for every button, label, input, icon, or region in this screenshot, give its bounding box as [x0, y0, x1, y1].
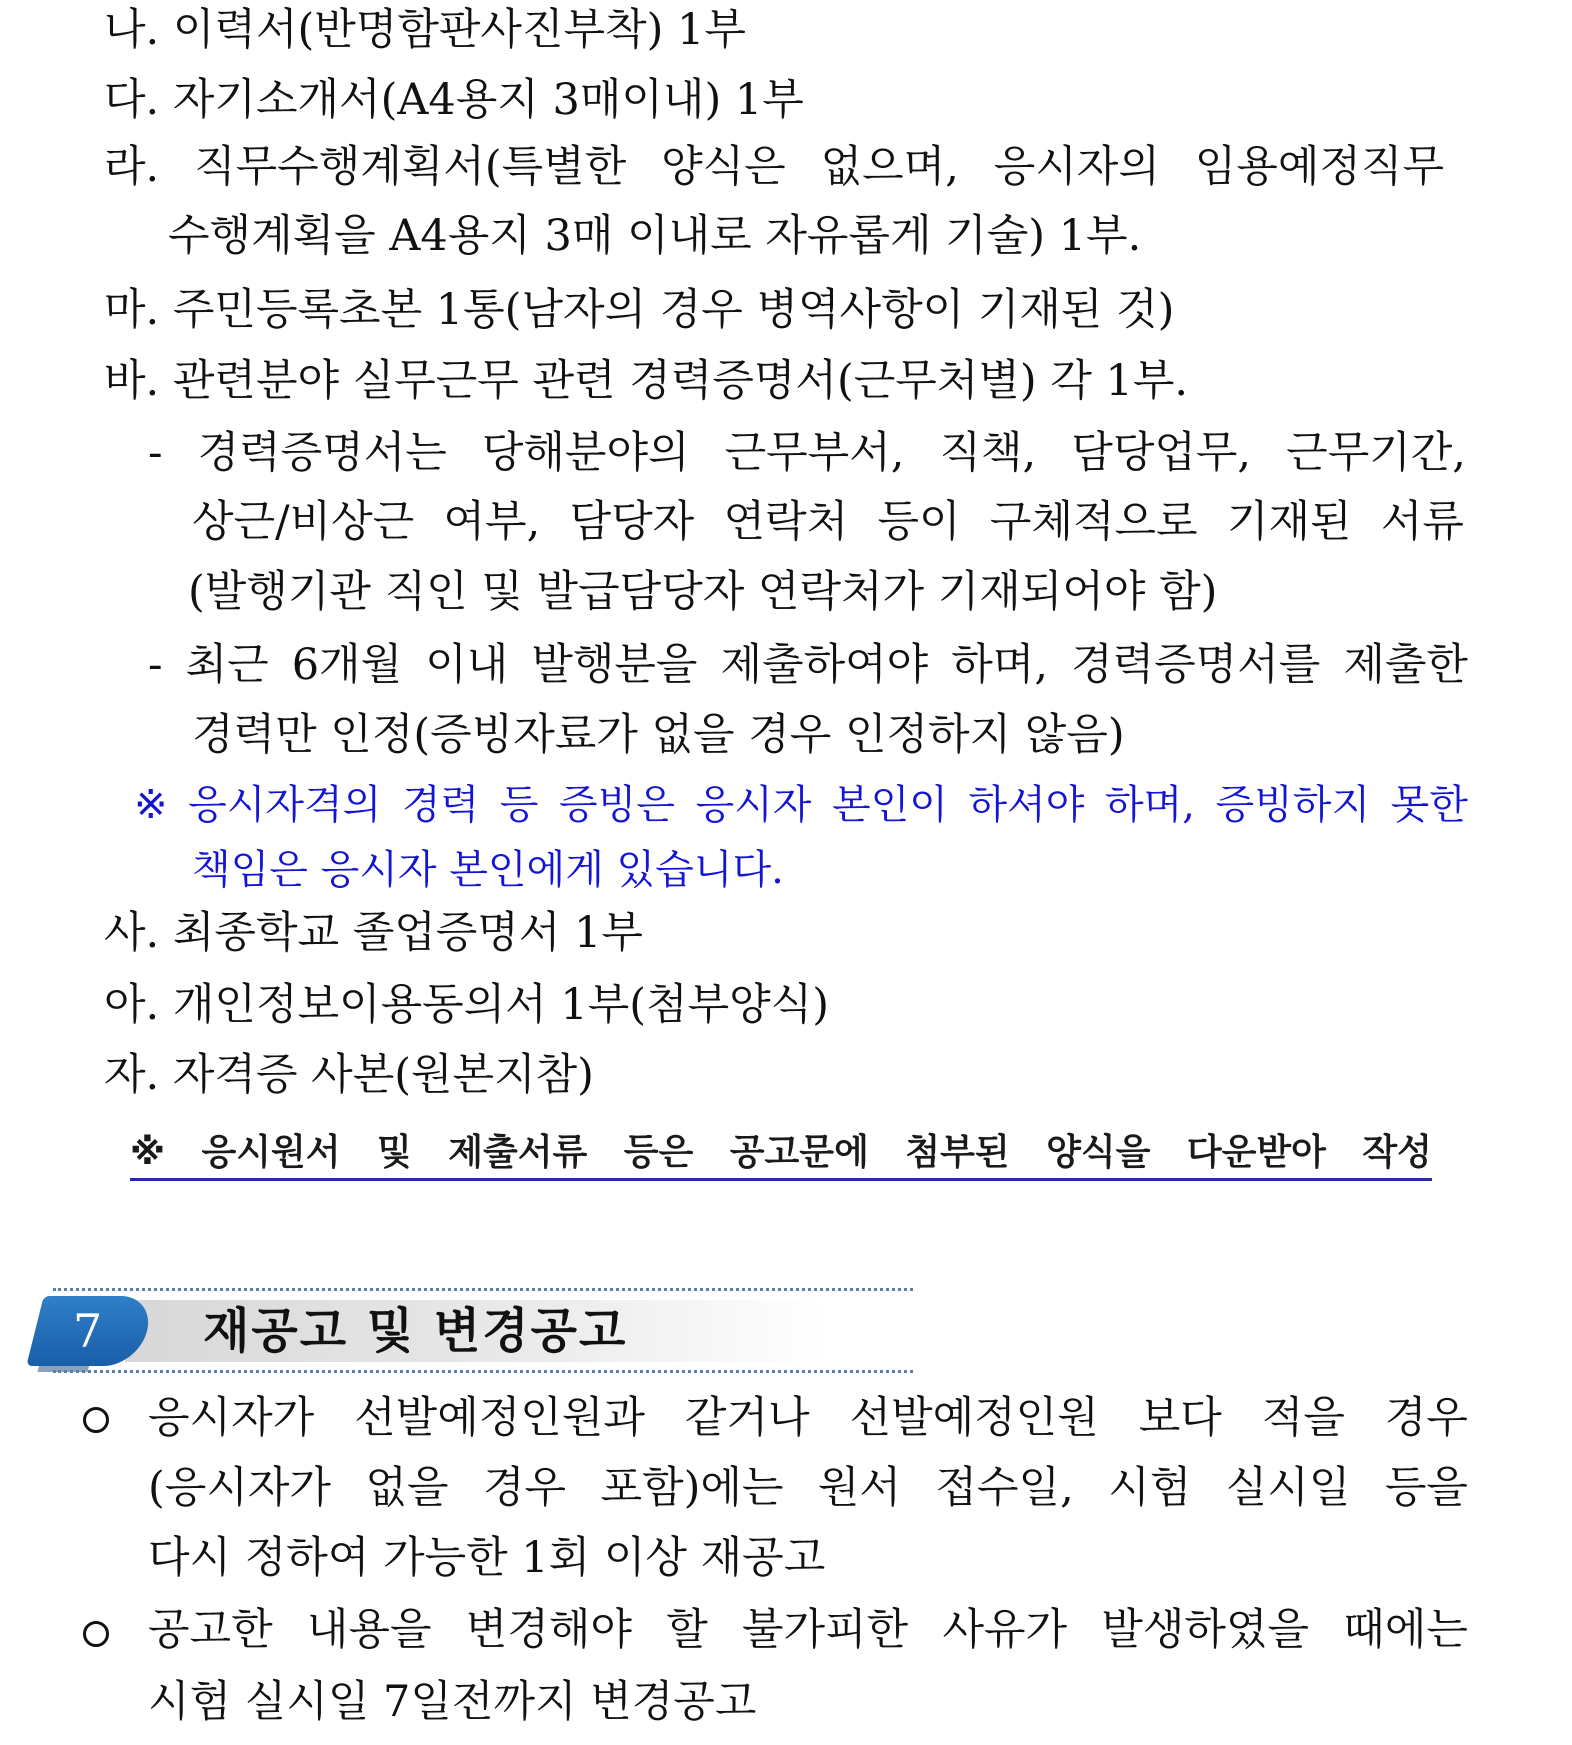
item-ma: 마. 주민등록초본 1통(남자의 경우 병역사항이 기재된 것) — [104, 285, 1175, 335]
word: 적을 — [1261, 1393, 1345, 1443]
item-ja: 자. 자격증 사본(원본지참) — [104, 1050, 594, 1100]
evidence-note-line1 — [134, 775, 1468, 835]
section-number: 7 — [73, 1304, 103, 1358]
item-ba-sub1-line1 — [148, 423, 1466, 483]
word: 공고한 — [148, 1605, 273, 1655]
word: 담당업무, — [1071, 428, 1252, 478]
word: 선발예정인원과 — [354, 1393, 645, 1443]
item-ba-sub1-line2 — [192, 492, 1464, 552]
section-title: 재공고 및 변경공고 — [203, 1303, 628, 1359]
item-ba: 바. 관련분야 실무근무 관련 경력증명서(근무처별) 각 1부. — [104, 356, 1189, 406]
word: 직책, — [939, 428, 1037, 478]
reannounce-line1 — [148, 1388, 1468, 1448]
word: 접수일, — [935, 1463, 1074, 1513]
word: 응시자의 — [993, 142, 1160, 192]
word: 다운받아 — [1186, 1132, 1326, 1173]
word: 없으며, — [820, 142, 959, 192]
word: 본인이 — [831, 782, 948, 828]
word: 시험 — [1108, 1463, 1192, 1513]
word: 당해분야의 — [481, 428, 690, 478]
word: 사유가 — [942, 1605, 1068, 1655]
word: 하셔야 — [968, 782, 1085, 828]
word: 양식을 — [1046, 1132, 1151, 1173]
word: 변경해야 — [465, 1605, 632, 1655]
word: ※ — [130, 1132, 165, 1173]
word: 할 — [666, 1605, 708, 1655]
word: 라. — [104, 142, 160, 192]
word: 임용예정직무 — [1194, 142, 1444, 192]
word: 경력증명서를 — [1071, 640, 1321, 690]
word: 근무부서, — [724, 428, 905, 478]
item-ra-line2: 수행계획을 A4용지 3매 이내로 자유롭게 기술) 1부. — [168, 211, 1142, 261]
word: 공고문에 — [729, 1132, 869, 1173]
word: 응시자가 — [148, 1393, 315, 1443]
word: 제출한 — [1343, 640, 1468, 690]
word: 첨부된 — [905, 1132, 1010, 1173]
word: 실시일 — [1225, 1463, 1351, 1513]
word: 포함)에는 — [600, 1463, 784, 1513]
word: 서류 — [1380, 497, 1464, 547]
word: (응시자가 — [148, 1463, 331, 1513]
word: 구체적으로 — [989, 497, 1198, 547]
word: 연락처 — [723, 497, 849, 547]
word: 경우 — [482, 1463, 567, 1513]
change-announce-line2: 시험 실시일 7일전까지 변경공고 — [148, 1677, 757, 1727]
heading-divider-top — [53, 1288, 913, 1291]
word: 못한 — [1390, 782, 1468, 828]
word: 등을 — [1384, 1463, 1468, 1513]
word: 때에는 — [1343, 1605, 1468, 1655]
word: 등 — [499, 782, 539, 828]
word: 작성 — [1362, 1132, 1432, 1173]
word: 양식은 — [661, 142, 786, 192]
word: ※ — [134, 782, 168, 828]
section-heading — [35, 1288, 915, 1378]
word: 경우 — [1384, 1393, 1468, 1443]
word: 발생하였을 — [1101, 1605, 1310, 1655]
heading-divider-bottom — [53, 1370, 913, 1373]
word: 불가피한 — [742, 1605, 909, 1655]
word: 제출서류 — [448, 1132, 588, 1173]
item-ra-line1 — [104, 137, 1444, 197]
word: 이내 — [425, 640, 509, 690]
evidence-note-line2: 책임은 응시자 본인에게 있습니다. — [192, 847, 784, 893]
word: 6개월 — [291, 640, 403, 690]
word: 보다 — [1138, 1393, 1222, 1443]
word: 없을 — [365, 1463, 449, 1513]
word: 선발예정인원 — [849, 1393, 1099, 1443]
word: 최근 — [185, 640, 269, 690]
word: 하며, — [1104, 782, 1195, 828]
word: 여부, — [443, 497, 541, 547]
item-ba-sub1-line3: (발행기관 직인 및 발급담당자 연락처가 기재되어야 함) — [188, 567, 1218, 617]
word: 기재된 — [1226, 497, 1352, 547]
word: 응시원서 — [201, 1132, 341, 1173]
word: 발행분을 — [531, 640, 698, 690]
word: 같거나 — [684, 1393, 810, 1443]
reannounce-line3: 다시 정하여 가능한 1회 이상 재공고 — [148, 1533, 826, 1583]
word: 근무기간, — [1286, 428, 1466, 478]
word: 내용을 — [306, 1605, 432, 1655]
item-sa: 사. 최종학교 졸업증명서 1부 — [104, 908, 643, 958]
word: 등이 — [877, 497, 961, 547]
item-a: 아. 개인정보이용동의서 1부(첨부양식) — [104, 980, 829, 1030]
word: 응시자 — [695, 782, 812, 828]
word: 경력증명서는 — [197, 428, 447, 478]
hollow-circle-icon — [80, 1618, 114, 1652]
change-announce-line1 — [148, 1600, 1468, 1660]
word: 원서 — [817, 1463, 901, 1513]
word: 등은 — [623, 1132, 694, 1173]
word: 담당자 — [569, 497, 695, 547]
word: 증빙하지 — [1215, 782, 1371, 828]
word: 하며, — [951, 640, 1049, 690]
word: - — [148, 640, 163, 690]
word: 증빙은 — [558, 782, 675, 828]
word: 직무수행계획서(특별한 — [194, 142, 627, 192]
word: - — [148, 428, 163, 478]
word: 경력 — [401, 782, 480, 828]
word: 및 — [376, 1132, 412, 1173]
hollow-circle-icon — [80, 1404, 114, 1438]
item-da: 다. 자기소개서(A4용지 3매이내) 1부 — [104, 75, 804, 125]
item-ba-sub2-line1 — [148, 635, 1468, 695]
item-na: 나. 이력서(반명함판사진부착) 1부 — [104, 5, 746, 55]
forms-note — [130, 1128, 1432, 1181]
word: 응시자격의 — [188, 782, 382, 828]
item-ba-sub2-line2: 경력만 인정(증빙자료가 없을 경우 인정하지 않음) — [192, 710, 1125, 760]
word: 상근/비상근 — [192, 497, 415, 547]
reannounce-line2 — [148, 1458, 1468, 1518]
word: 제출하여야 — [720, 640, 929, 690]
